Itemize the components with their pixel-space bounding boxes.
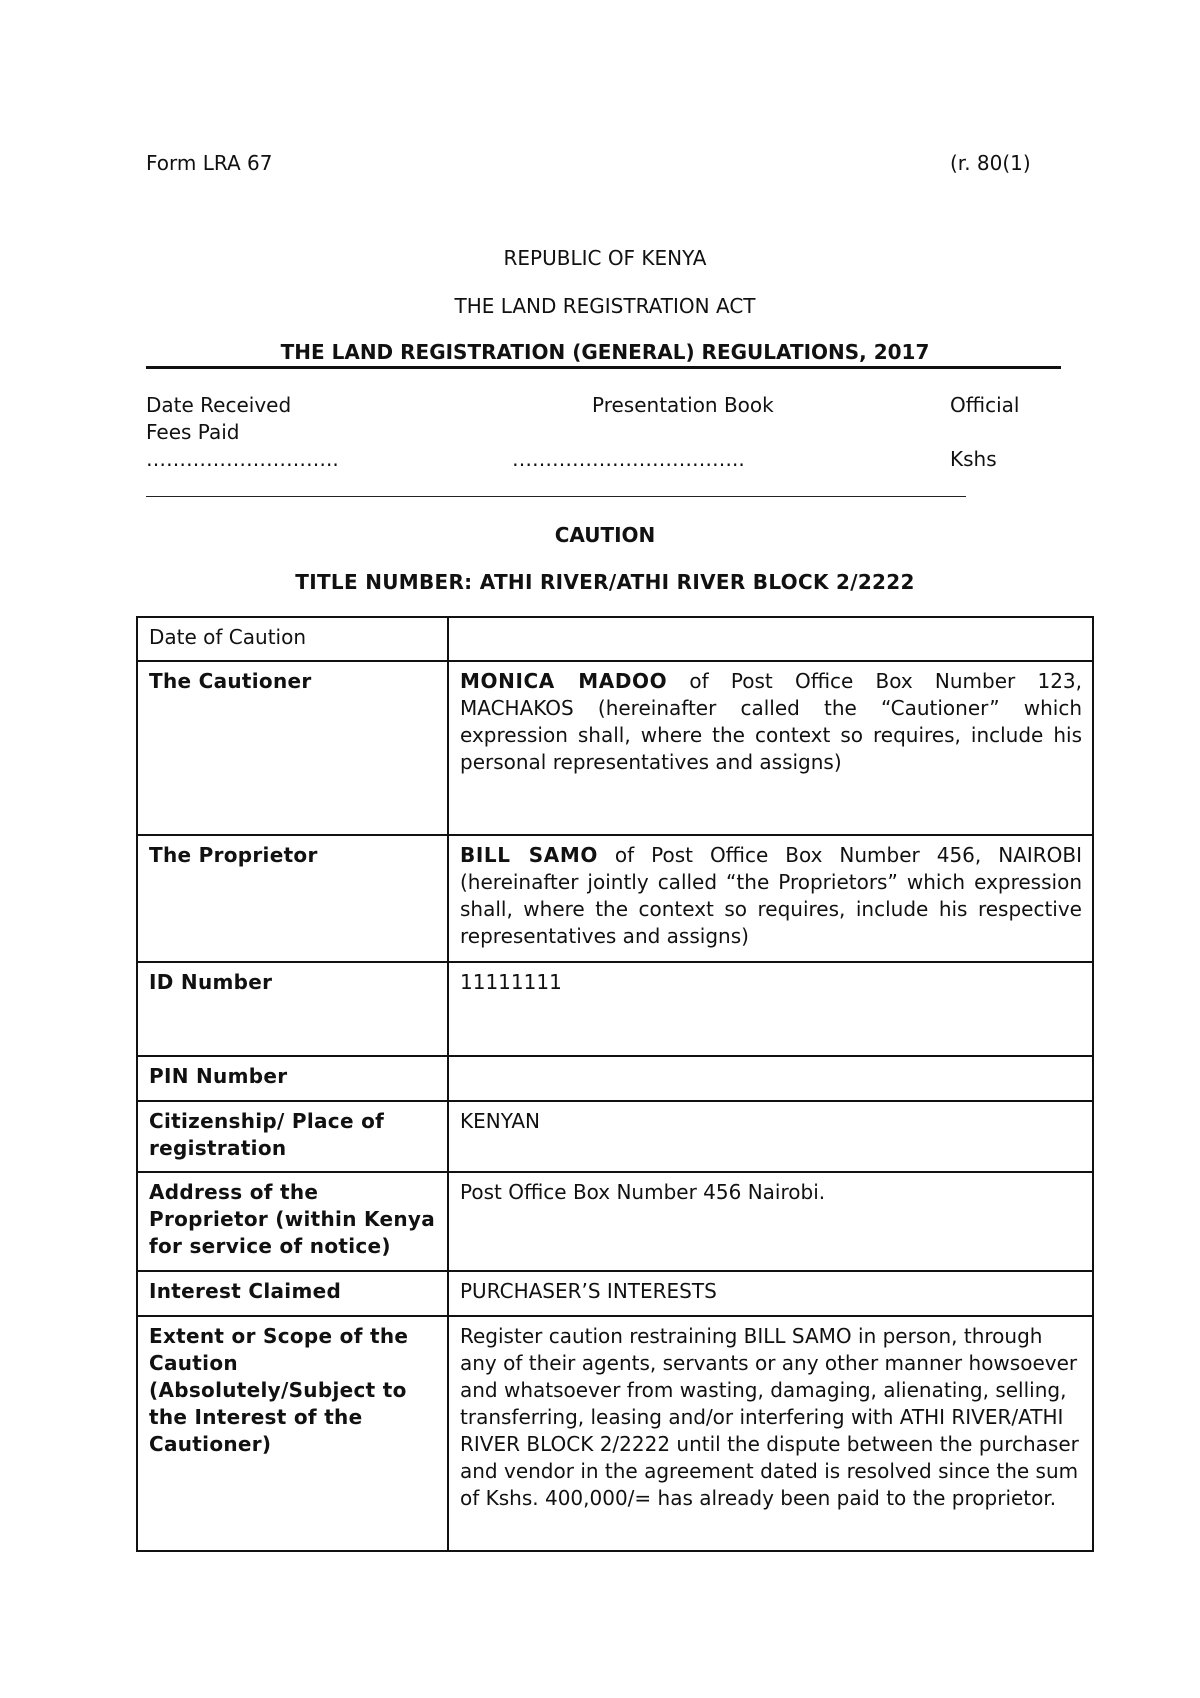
proprietor-value bbox=[448, 835, 1093, 962]
table-row-cautioner bbox=[137, 661, 1093, 835]
id-number-value: 11111111 bbox=[448, 962, 1093, 1056]
regulations-heading: THE LAND REGISTRATION (GENERAL) REGULATIONS, 2017 bbox=[280, 340, 930, 364]
id-number-label: ID Number bbox=[137, 962, 448, 1056]
date-received-label: Date Received bbox=[146, 393, 292, 417]
proprietor-details: of Post Office Box Number 456, NAIROBI (hereinafter jointly called “the Proprietors” which expression shall, where the context so requires, include his respective representatives and assigns) bbox=[460, 843, 1083, 948]
presentation-book-label: Presentation Book bbox=[592, 393, 774, 417]
cautioner-label: The Cautioner bbox=[137, 661, 448, 835]
official-label: Official bbox=[950, 393, 1020, 417]
pin-number-value bbox=[448, 1056, 1093, 1101]
fees-paid-label: Fees Paid bbox=[146, 420, 240, 444]
citizenship-label: Citizenship/ Place of registration bbox=[137, 1101, 448, 1172]
act-heading: THE LAND REGISTRATION ACT bbox=[454, 294, 756, 318]
proprietor-label: The Proprietor bbox=[137, 835, 448, 962]
citizenship-value: KENYAN bbox=[448, 1101, 1093, 1172]
pin-number-label: PIN Number bbox=[137, 1056, 448, 1101]
cautioner-value bbox=[448, 661, 1093, 835]
receipt-rule bbox=[146, 496, 966, 497]
extent-label: Extent or Scope of the Caution (Absolutely/Subject to the Interest of the Cautioner) bbox=[137, 1316, 448, 1551]
proprietor-name: BILL SAMO bbox=[460, 843, 598, 867]
address-value: Post Office Box Number 456 Nairobi. bbox=[448, 1172, 1093, 1271]
date-of-caution-value bbox=[448, 617, 1093, 661]
interest-claimed-value: PURCHASER’S INTERESTS bbox=[448, 1271, 1093, 1316]
table-row-extent bbox=[137, 1316, 1093, 1551]
table-row-proprietor bbox=[137, 835, 1093, 962]
title-number: TITLE NUMBER: ATHI RIVER/ATHI RIVER BLOCK 2/2222 bbox=[295, 570, 915, 594]
table-row-address bbox=[137, 1172, 1093, 1271]
presentation-book-blank: …………………………….. bbox=[512, 447, 745, 471]
interest-claimed-label: Interest Claimed bbox=[137, 1271, 448, 1316]
table-row-citizenship bbox=[137, 1101, 1093, 1172]
date-of-caution-label: Date of Caution bbox=[137, 617, 448, 661]
table-row-interest bbox=[137, 1271, 1093, 1316]
address-label: Address of the Proprietor (within Kenya for service of notice) bbox=[137, 1172, 448, 1271]
cautioner-name: MONICA MADOO bbox=[460, 669, 668, 693]
form-number: Form LRA 67 bbox=[146, 151, 273, 175]
rule-reference: (r. 80(1) bbox=[950, 151, 1031, 175]
table-row-date bbox=[137, 617, 1093, 661]
table-row-id bbox=[137, 962, 1093, 1056]
kshs-label: Kshs bbox=[950, 447, 997, 471]
header-rule bbox=[146, 366, 1061, 369]
republic-heading: REPUBLIC OF KENYA bbox=[503, 246, 707, 270]
document-title: CAUTION bbox=[554, 523, 656, 547]
caution-table bbox=[136, 616, 1094, 1552]
cautioner-details: of Post Office Box Number 123, MACHAKOS (hereinafter called the “Cautioner” which expression shall, where the context so requires, include his personal representatives and assigns) bbox=[460, 669, 1082, 774]
date-received-blank: ……………………….. bbox=[146, 447, 339, 471]
extent-value: Register caution restraining BILL SAMO in person, through any of their agents, servants or any other manner howsoever and whatsoever from wasting, damaging, alienating, selling, transferring, leasing and/or interfering with ATHI RIVER/ATHI RIVER BLOCK 2/2222 until the dispute between the purchaser and vendor in the agreement dated is resolved since the sum of Kshs. 400,000/= has already been paid to the proprietor. bbox=[448, 1316, 1093, 1551]
table-row-pin bbox=[137, 1056, 1093, 1101]
